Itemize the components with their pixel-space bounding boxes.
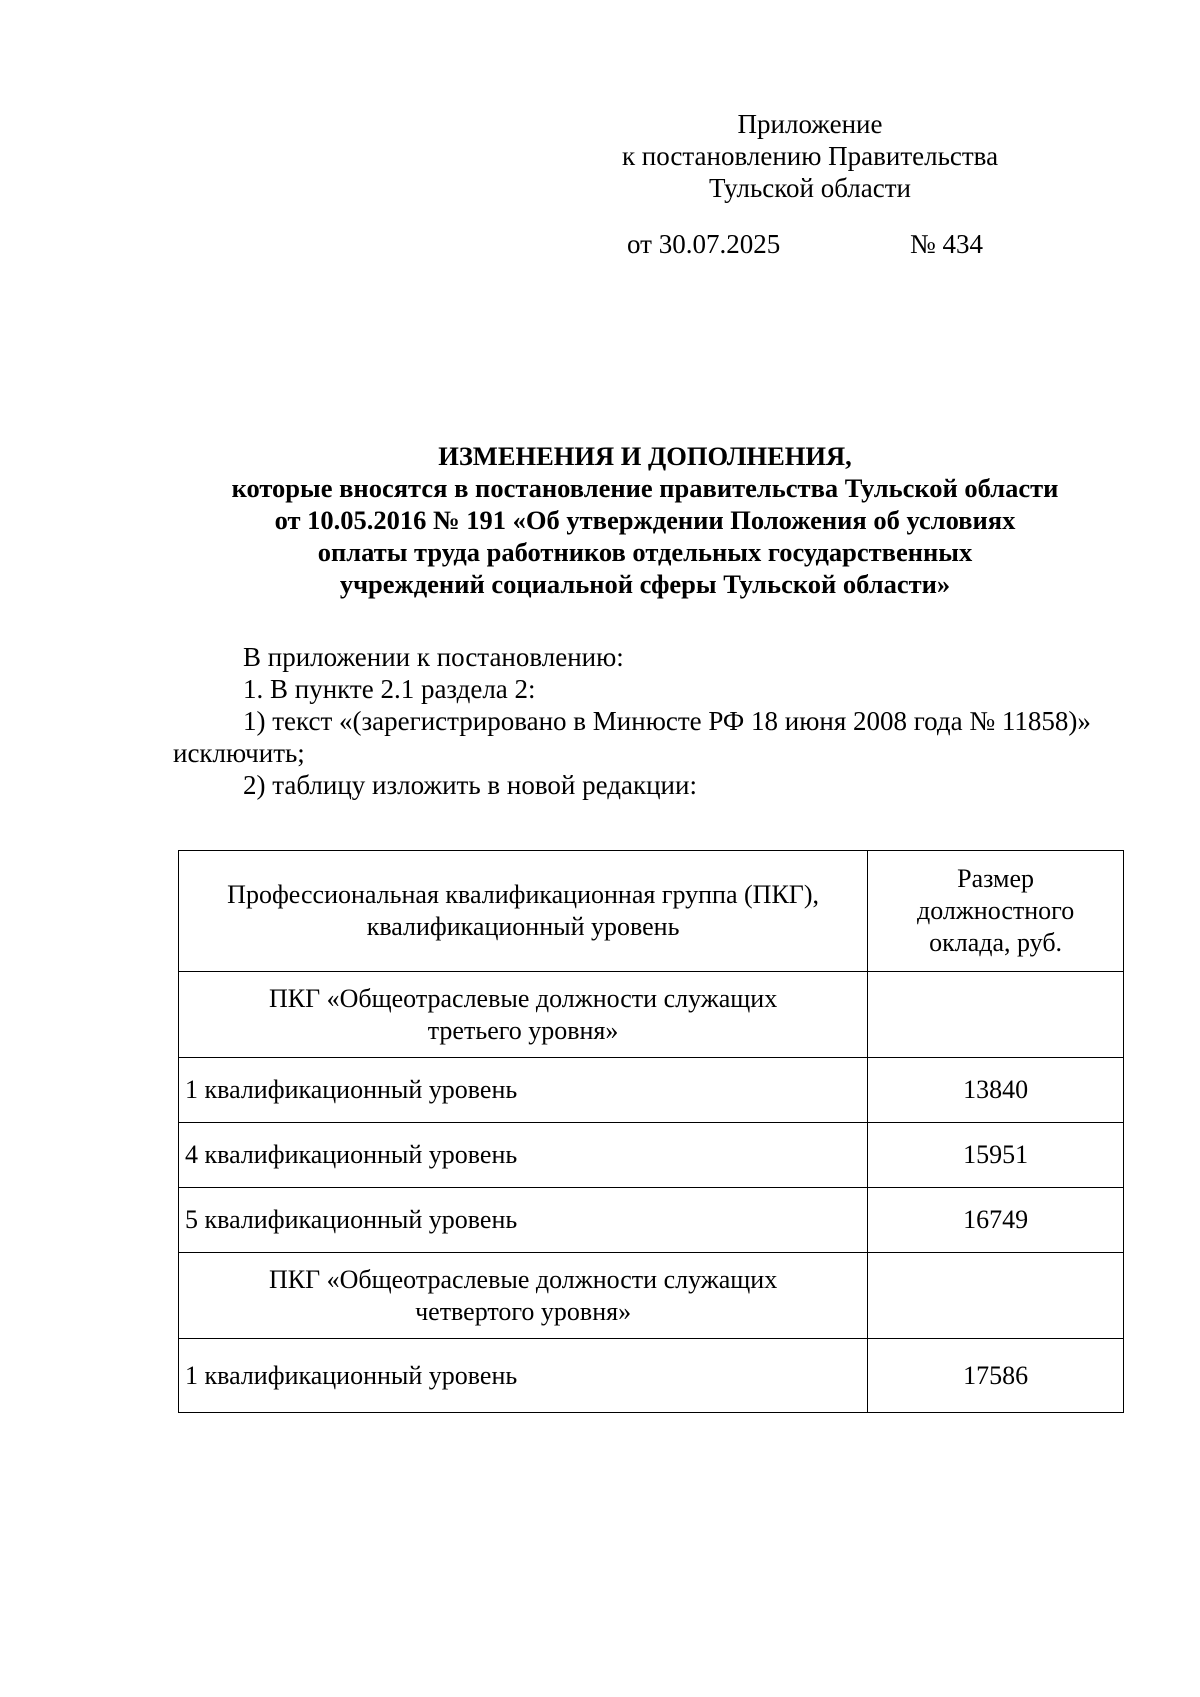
document-title [150,440,1140,600]
table-group-row [179,972,1124,1058]
paragraph-continuation: исключить; [173,738,305,768]
salary-cell: 15951 [868,1123,1124,1188]
header-text: должностного [916,896,1075,925]
table-row [179,1339,1124,1413]
annex-date: от 30.07.2025 [627,229,781,259]
table-group-row [179,1253,1124,1339]
empty-cell [868,1253,1124,1339]
annex-region: Тульской области [709,173,911,203]
salary-cell: 16749 [868,1188,1124,1253]
level-cell: 4 квалификационный уровень [179,1123,868,1188]
header-text: Размер [957,864,1035,893]
header-text: квалификационный уровень [366,912,680,941]
title-line: учреждений социальной сферы Тульской области» [339,569,951,599]
document-body [173,641,1133,801]
title-line: которые вносятся в постановление правительства Тульской области [231,473,1059,503]
title-line: оплаты труда работников отдельных государственных [317,537,973,567]
header-cell-group [179,851,868,972]
level-cell: 1 квалификационный уровень [179,1058,868,1123]
group-text: ПКГ «Общеотраслевые должности служащих [268,983,778,1013]
table-header-row [179,851,1124,972]
title-line: от 10.05.2016 № 191 «Об утверждении Положения об условиях [274,505,1016,535]
level-cell: 5 квалификационный уровень [179,1188,868,1253]
salary-table [178,850,1124,1413]
salary-cell: 17586 [868,1339,1124,1413]
paragraph: 1) текст «(зарегистрировано в Минюсте РФ 18 июня 2008 года № 11858)» [243,706,1091,736]
annex-block [580,108,1040,204]
empty-cell [868,972,1124,1058]
paragraph: В приложении к постановлению: [243,642,624,672]
annex-reference: к постановлению Правительства [621,141,999,171]
group-cell [179,1253,868,1339]
group-text: третьего уровня» [427,1015,619,1045]
level-cell: 1 квалификационный уровень [179,1339,868,1413]
annex-heading: Приложение [737,109,883,139]
table-row [179,1123,1124,1188]
paragraph: 2) таблицу изложить в новой редакции: [243,770,697,800]
header-text: Профессиональная квалификационная группа (ПКГ), [227,880,819,909]
group-cell [179,972,868,1058]
header-text: оклада, руб. [929,928,1063,957]
table-row [179,1188,1124,1253]
salary-cell: 13840 [868,1058,1124,1123]
group-text: четвертого уровня» [415,1296,632,1326]
table-row [179,1058,1124,1123]
annex-number: № 434 [910,229,984,259]
paragraph: 1. В пункте 2.1 раздела 2: [243,674,536,704]
group-text: ПКГ «Общеотраслевые должности служащих [268,1264,778,1294]
header-cell-salary [868,851,1124,972]
title-line: ИЗМЕНЕНИЯ И ДОПОЛНЕНИЯ, [438,441,852,471]
